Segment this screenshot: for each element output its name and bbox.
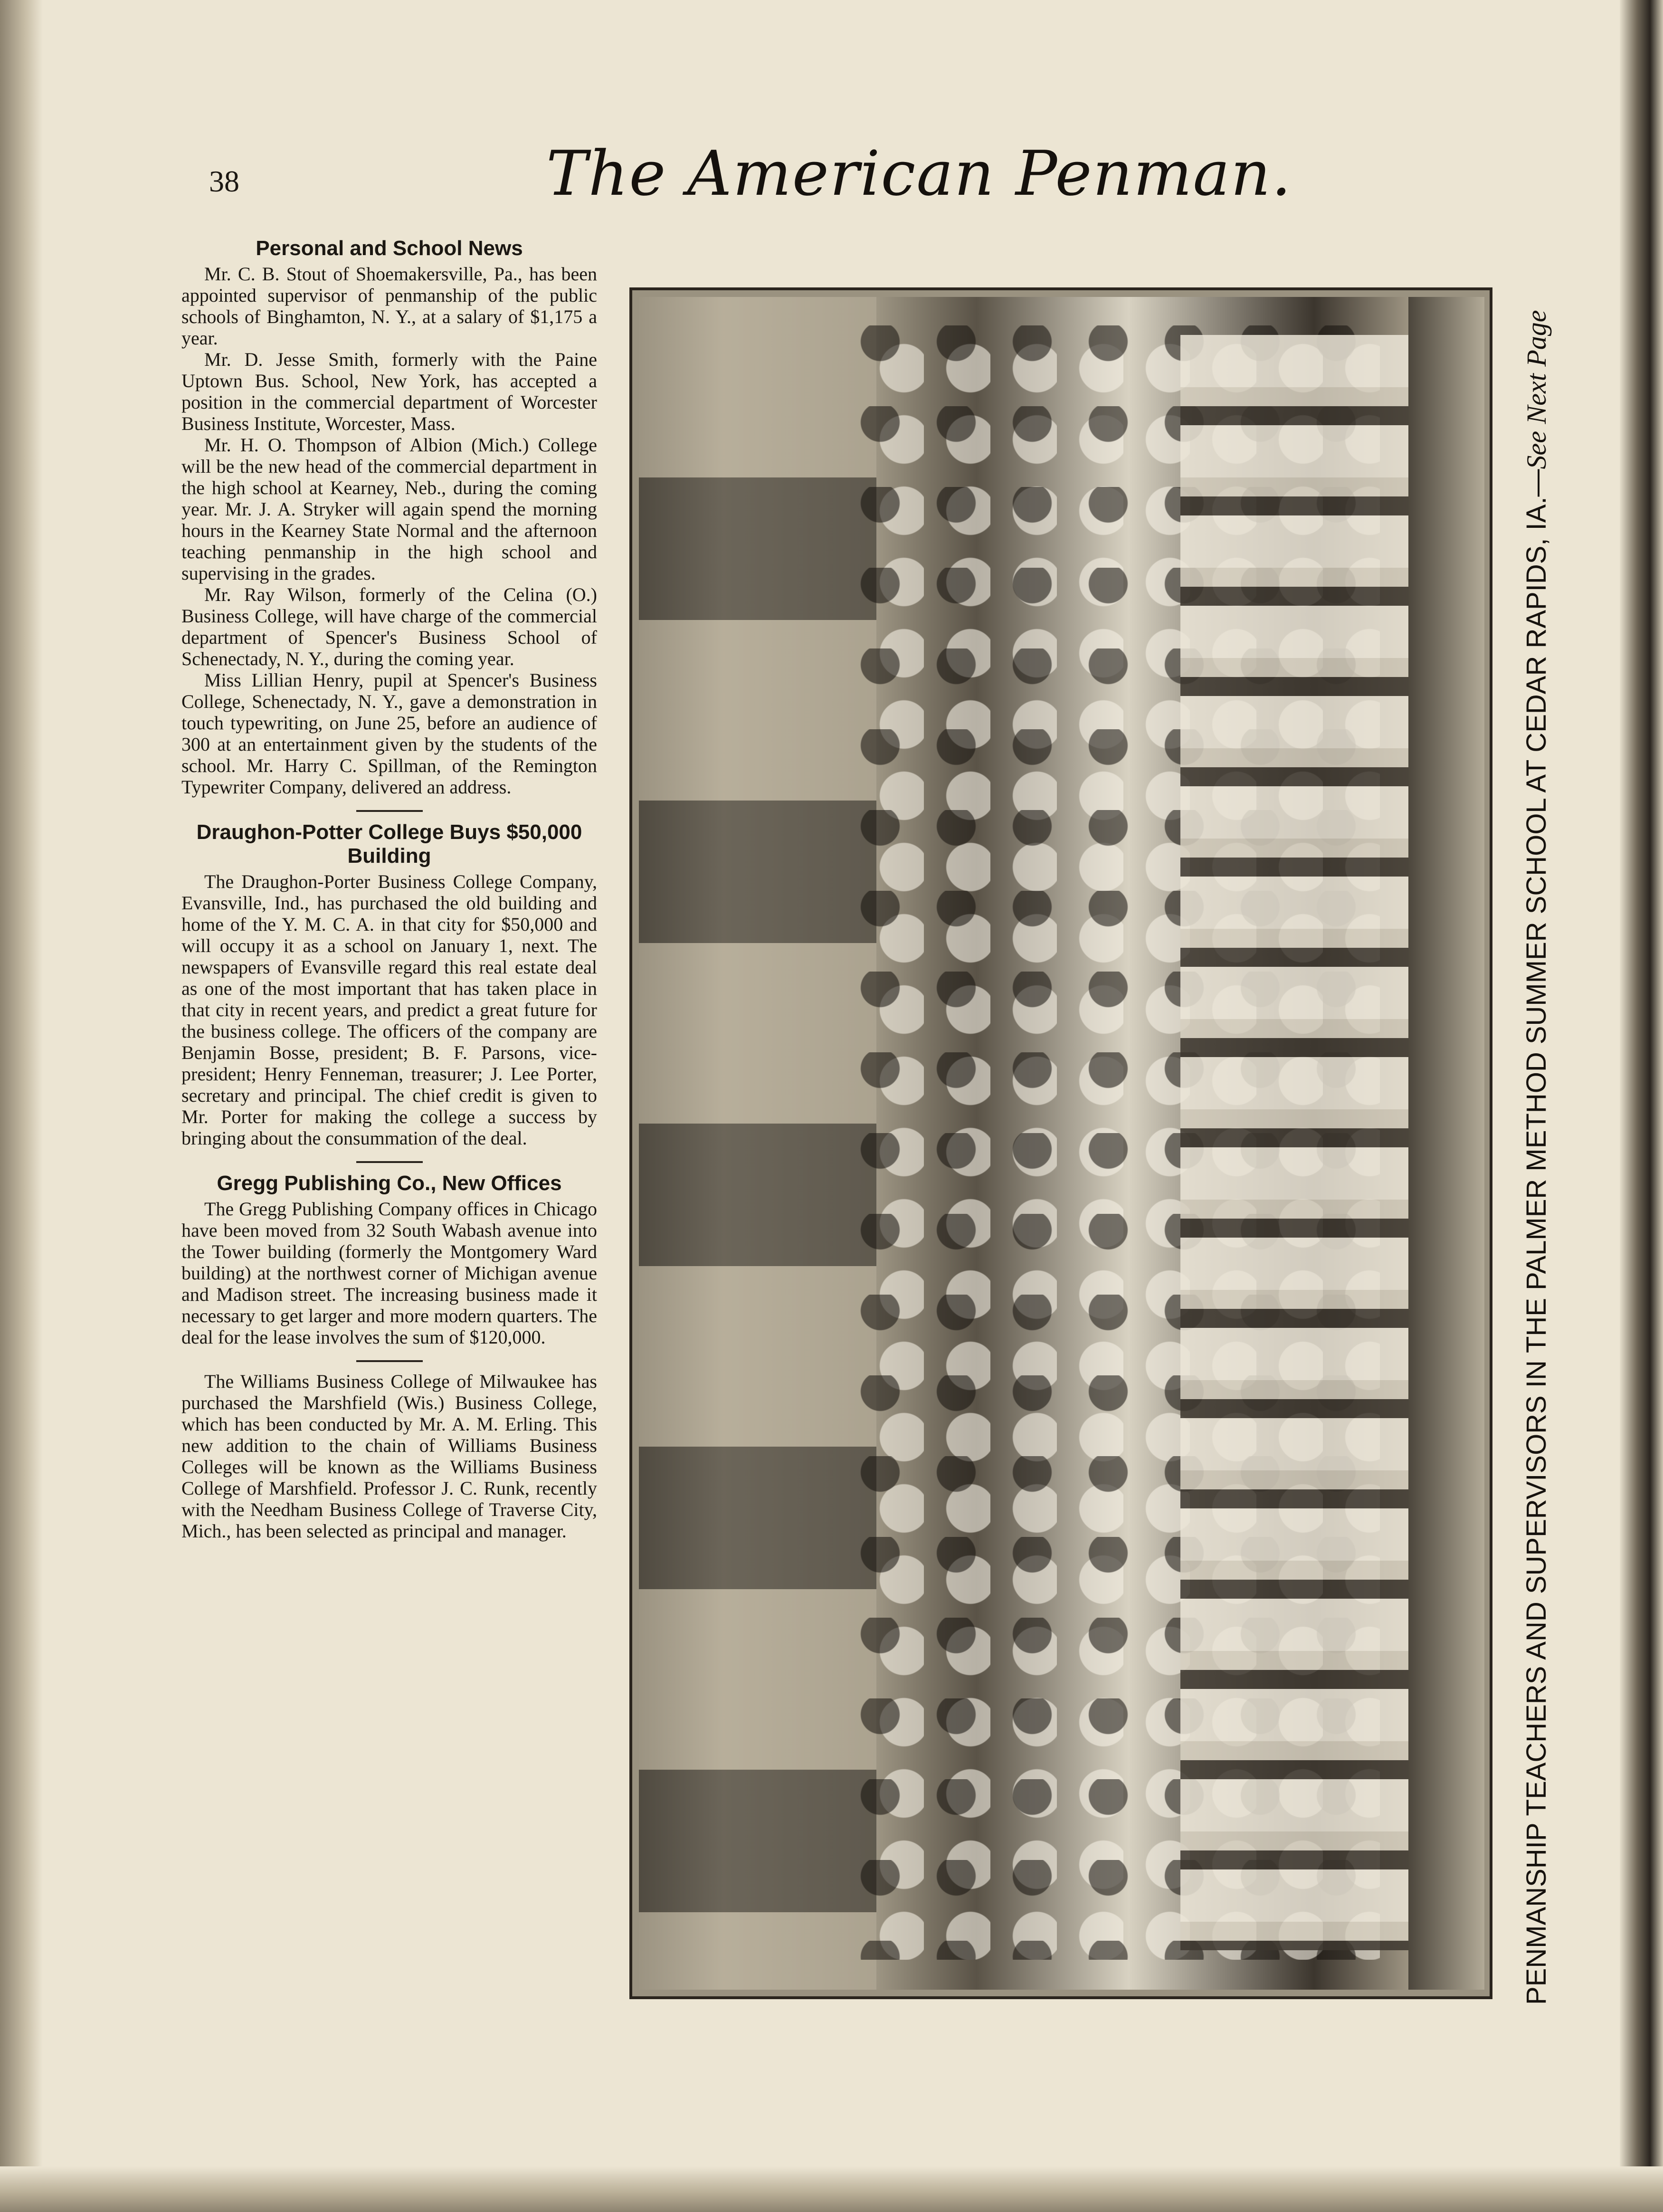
page-edge-right — [1620, 0, 1663, 2212]
page-number: 38 — [209, 164, 239, 198]
ground-strip — [1408, 297, 1484, 1990]
news-column — [181, 237, 597, 1542]
paragraph: Mr. H. O. Thompson of Albion (Mich.) College will be the new head of the commercial department in the high school at Kearney, Neb., during the coming year. Mr. J. A. Stryker will again spend the morning hours in the Kearney State Normal and the afternoon teaching penmanship in the high school and supervising in the grades. — [181, 434, 597, 584]
photo-caption — [1513, 247, 1560, 2005]
paragraph: Mr. C. B. Stout of Shoemakersville, Pa., has been appointed supervisor of penmanship of the public schools of Binghamton, N. Y., at a salary of $1,175 a year. — [181, 263, 597, 349]
masthead-title: The American Penman. — [546, 137, 1292, 210]
divider-rule — [356, 810, 423, 812]
page-edge-left — [0, 0, 43, 2212]
caption-main: PENMANSHIP TEACHERS AND SUPERVISORS IN THE PALMER METHOD SUMMER SCHOOL AT CEDAR RAPIDS, IA.— — [1521, 469, 1552, 2005]
paragraph: Mr. Ray Wilson, formerly of the Celina (O.) Business College, will have charge of the commercial department of Spencer's Business School of Schenectady, N. Y., during the coming year. — [181, 584, 597, 669]
divider-rule — [356, 1360, 423, 1362]
building-facade — [639, 297, 876, 1990]
divider-rule — [356, 1161, 423, 1163]
page-edge-bottom — [0, 2166, 1663, 2212]
paragraph: Mr. D. Jesse Smith, formerly with the Paine Uptown Bus. School, New York, has accepted a position in the commercial department of Worcester Business Institute, Worcester, Mass. — [181, 349, 597, 434]
section-heading-gregg-publishing: Gregg Publishing Co., New Offices — [217, 1172, 562, 1195]
photo-image — [639, 297, 1483, 1990]
caption-see-next-page: See Next Page — [1521, 310, 1552, 469]
front-row-figures — [1180, 335, 1408, 1950]
paragraph: The Gregg Publishing Company offices in Chicago have been moved from 32 South Wabash avenue into the Tower building (formerly the Montgomery Ward building) at the northwest corner of Michigan avenue and Madison street. The increasing business made it necessary to get larger and more modern quarters. The deal for the lease involves the sum of $120,000. — [181, 1198, 597, 1348]
paragraph: Miss Lillian Henry, pupil at Spencer's Business College, Schenectady, N. Y., gave a demonstration in touch typewriting, on June 25, before an audience of 300 at an entertainment given by the students of the school. Mr. Harry C. Spillman, of the Remington Typewriter Company, delivered an address. — [181, 669, 597, 798]
section-heading-draughon-potter: Draughon-Potter College Buys $50,000 Building — [196, 820, 582, 868]
section-heading-personal-news: Personal and School News — [256, 237, 523, 260]
group-photograph — [629, 287, 1492, 1999]
paragraph: The Draughon-Porter Business College Company, Evansville, Ind., has purchased the old building and home of the Y. M. C. A. in that city for $50,000 and will occupy it as a school on January 1, next. The newspapers of Evansville regard this real estate deal as one of the most important that has taken place in that city in recent years, and predict a great future for the business college. The officers of the company are Benjamin Bosse, president; B. F. Parsons, vice-president; Henry Fenneman, treasurer; J. Lee Porter, secretary and principal. The chief credit is given to Mr. Porter for making the college a success by bringing about the consummation of the deal. — [181, 871, 597, 1149]
paragraph: The Williams Business College of Milwaukee has purchased the Marshfield (Wis.) Business College, which has been conducted by Mr. A. M. Erling. This new addition to the chain of Williams Business Colleges will be known as the Williams Business College of Marshfield. Professor J. C. Runk, recently with the Needham Business College of Traverse City, Mich., has been selected as principal and manager. — [181, 1371, 597, 1542]
